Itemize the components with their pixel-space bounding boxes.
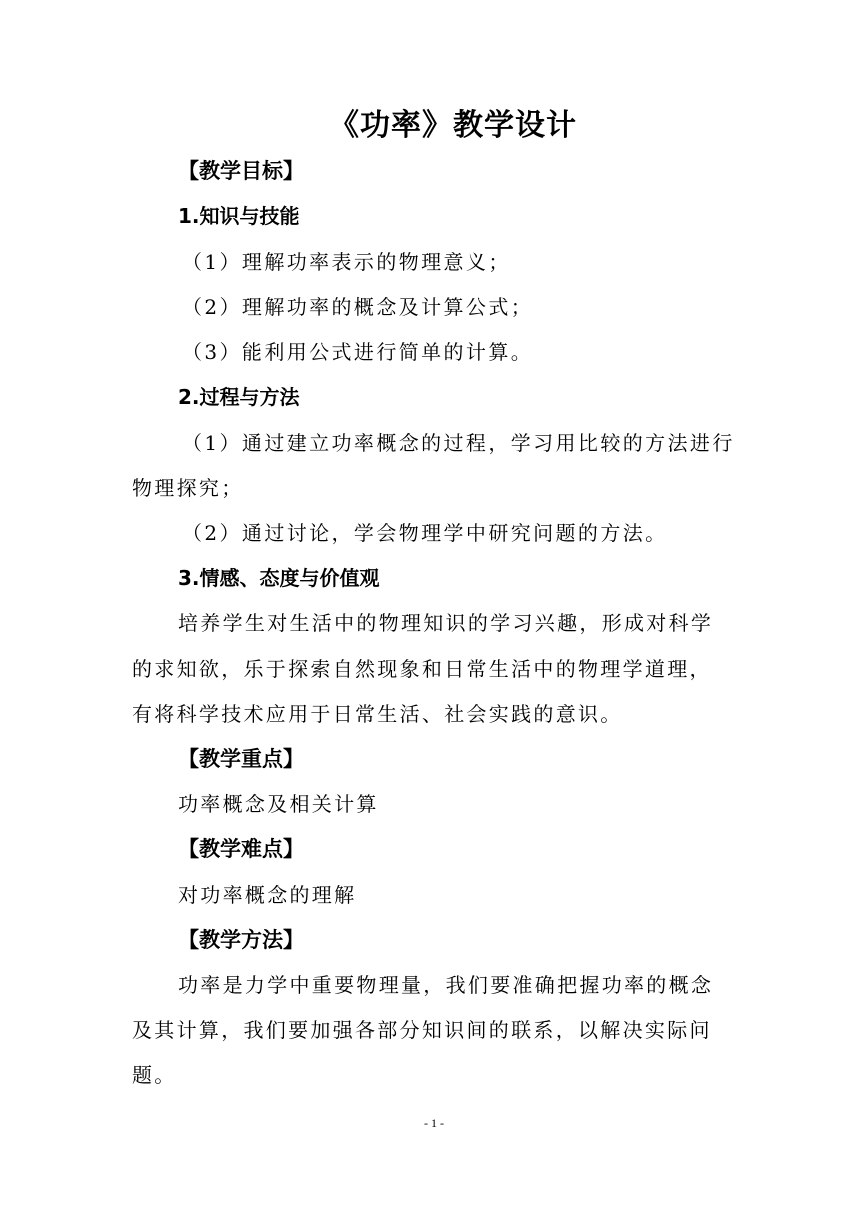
process-item-1-line-2: 物理探究； — [132, 476, 244, 500]
heading-key-points: 【教学重点】 — [178, 747, 304, 771]
knowledge-item-3: （3）能利用公式进行简单的计算。 — [182, 340, 534, 364]
knowledge-item-2: （2）理解功率的概念及计算公式； — [182, 295, 534, 319]
page-title: 《功率》教学设计 — [329, 108, 577, 143]
emotion-paragraph-line-3: 有将科学技术应用于日常生活、社会实践的意识。 — [132, 702, 623, 726]
key-points-text: 功率概念及相关计算 — [178, 792, 379, 816]
heading-objectives: 【教学目标】 — [178, 159, 304, 183]
process-item-2: （2）通过讨论，学会物理学中研究问题的方法。 — [182, 521, 668, 545]
knowledge-item-1: （1）理解功率表示的物理意义； — [182, 250, 511, 274]
difficulties-text: 对功率概念的理解 — [178, 883, 357, 907]
section-process-title: 2.过程与方法 — [178, 385, 300, 409]
page-number: - 1 - — [424, 1116, 444, 1130]
section-emotion-title: 3.情感、态度与价值观 — [178, 566, 380, 590]
heading-difficulties: 【教学难点】 — [178, 837, 304, 861]
section-knowledge-title: 1.知识与技能 — [178, 204, 300, 228]
heading-methods: 【教学方法】 — [178, 928, 304, 952]
process-item-1-line-1: （1）通过建立功率概念的过程，学习用比较的方法进行 — [182, 431, 735, 455]
methods-paragraph-line-2: 及其计算，我们要加强各部分知识间的联系，以解决实际问 — [132, 1018, 712, 1042]
methods-paragraph-line-3: 题。 — [132, 1063, 177, 1087]
emotion-paragraph-line-1: 培养学生对生活中的物理知识的学习兴趣，形成对科学 — [178, 611, 714, 635]
methods-paragraph-line-1: 功率是力学中重要物理量，我们要准确把握功率的概念 — [178, 973, 714, 997]
emotion-paragraph-line-2: 的求知欲，乐于探索自然现象和日常生活中的物理学道理， — [132, 657, 712, 681]
